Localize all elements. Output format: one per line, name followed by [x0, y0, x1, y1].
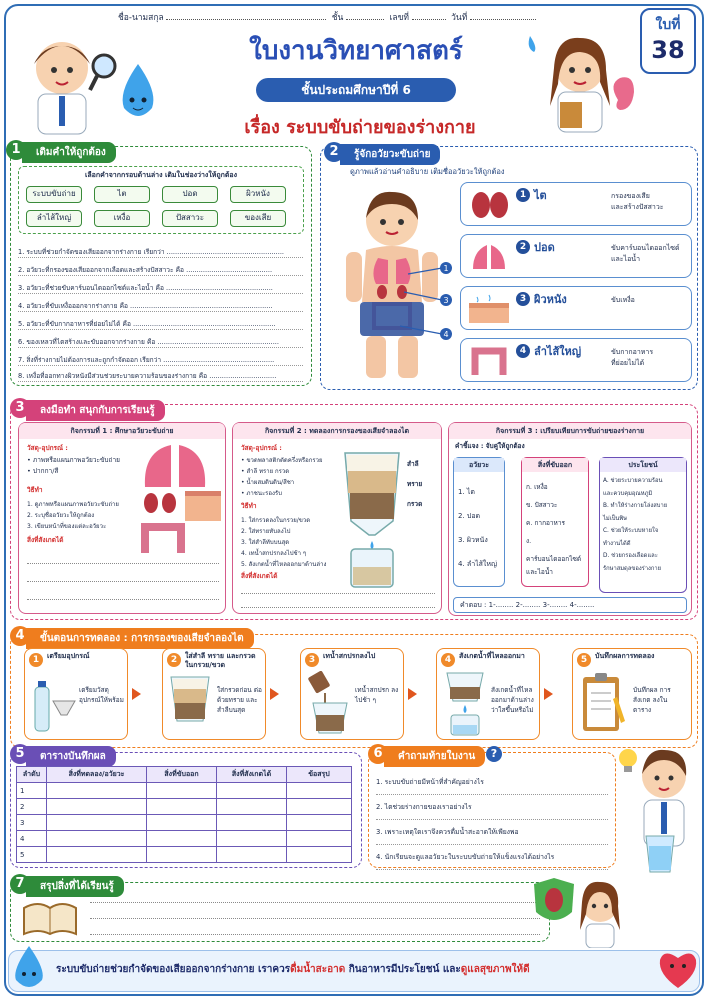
boy-with-water-illustration — [616, 742, 702, 874]
organ-card-kidney — [460, 182, 692, 226]
section-5-title: ตารางบันทึกผล — [26, 746, 116, 767]
skin-icon — [467, 293, 511, 325]
arrow-icon — [132, 688, 141, 700]
kidney-shield-icon — [534, 878, 574, 920]
final-questions — [376, 770, 608, 870]
section-1-title: เติมคำให้ถูกต้อง — [22, 142, 116, 163]
kidney-icon — [467, 189, 511, 221]
organ-column: อวัยวะ 1. ไต 2. ปอด 3. ผิวหนัง 4. ลำไส้ใหญ่ — [453, 457, 505, 587]
organ-card-large-intestine — [460, 338, 692, 382]
observation-label: สิ่งที่สังเกตได้ — [241, 572, 278, 580]
benefit-column: ประโยชน์ A. ช่วยระบายความร้อน และควบคุมอุณหภูมิ B. ทำให้ร่างกายโล่งสบาย ไม่เป็นพิษ C. ช่วยให้ระบบหายใจ ทำงานได้ดี D. ช่วยกรองเลือดและ รักษาสมดุลของร่างกาย — [599, 457, 687, 593]
student-info-line — [118, 10, 536, 24]
word-card[interactable]: ปัสสาวะ — [162, 210, 218, 227]
step-heading: ใส่สำลี ทราย และกรวด ในกรวย/ขวด — [185, 652, 256, 669]
step-description: บันทึกผล การสังเกต ลงในตาราง — [633, 686, 671, 714]
organ-name[interactable]: ผิวหนัง — [534, 293, 567, 306]
activity-2-title: กิจกรรมที่ 2 : ทดลองการกรองของเสียจำลองไต — [233, 423, 441, 439]
materials-label: วัสดุ-อุปกรณ์ : — [241, 444, 282, 452]
filter-layers-icon — [169, 675, 211, 737]
organ-connector-lines — [330, 180, 470, 390]
magnifier-icon — [90, 55, 115, 90]
step-description: เทน้ำสกปรก ลงไปช้า ๆ — [355, 686, 399, 704]
section-2-title: รู้จักอวัยวะขับถ่าย — [340, 144, 440, 165]
activity-1-title: กิจกรรมที่ 1 : ศึกษาอวัยวะขับถ่าย — [19, 423, 225, 439]
section-4-title: ขั้นตอนการทดลอง : การกรองของเสียจำลองไต — [26, 628, 254, 649]
organ-description: ขับเหงื่อ — [611, 296, 635, 304]
pour-water-icon — [307, 671, 353, 737]
organs-illustration — [131, 441, 225, 559]
large-intestine-icon — [467, 345, 511, 377]
organ-description: ขับคาร์บอนไดออกไซด์ และไอน้ำ — [611, 244, 680, 263]
water-glass-icon — [646, 836, 674, 872]
question-line[interactable]: 2. อวัยวะที่กรองของเสียออกจากเลือดและสร้างปัสสาวะ คือ ......................................... — [18, 264, 303, 276]
question-line[interactable]: 3. อวัยวะที่ช่วยขับคาร์บอนไดออกไซด์และไอน้ำ คือ ................................................... — [18, 282, 303, 294]
light-bulb-icon — [619, 749, 637, 772]
materials-label: วัสดุ-อุปกรณ์ : — [27, 444, 68, 452]
table-header-row — [17, 767, 352, 783]
section-3-badge: 3 — [10, 398, 30, 418]
step-1: 1 เตรียมอุปกรณ์ เตรียมวัสดุอุปกรณ์ให้พร้อม — [24, 648, 128, 740]
word-card[interactable]: ผิวหนัง — [230, 186, 286, 203]
observation-label: สิ่งที่สังเกตได้ — [27, 536, 64, 544]
boy-scientist-icon — [34, 42, 90, 134]
sand-label: ทราย — [407, 480, 423, 488]
column-header: สิ่งที่ขับออก — [147, 767, 217, 783]
lungs-icon — [145, 445, 171, 487]
column-header: ข้อสรุป — [287, 767, 352, 783]
section-2-badge: 2 — [324, 142, 344, 162]
section-3-title: ลงมือทำ สนุกกับการเรียนรู้ — [26, 400, 165, 421]
question-line[interactable]: 7. สิ่งที่ร่างกายไม่ต้องการและถูกกำจัดออก เรียกว่า ..................................................... — [18, 354, 303, 366]
question-line[interactable]: 2. ไตช่วยร่างกายของเราอย่างไร — [376, 795, 608, 820]
question-line[interactable]: 5. อวัยวะที่ขับกากอาหารที่ย่อยไม่ได้ คือ .................................................................... — [18, 318, 303, 330]
section-6-badge: 6 — [368, 744, 388, 764]
clipboard-icon — [579, 671, 629, 737]
observe-filter-icon — [443, 671, 487, 737]
grade-pill: ชั้นประถมศึกษาปีที่ 6 — [256, 78, 456, 102]
date-label: วันที่ — [451, 13, 468, 23]
water-drop-mascot-icon — [123, 64, 154, 116]
svg-text:3: 3 — [443, 296, 449, 305]
step-2: 2 ใส่สำลี ทราย และกรวด ในกรวย/ขวด ใส่กรวดก่อน ต่อด้วยทราย และสำลีบนสุด — [162, 648, 266, 740]
summary-line[interactable] — [90, 918, 540, 919]
table-row: 2 — [17, 799, 352, 815]
column-header: สิ่งที่ทดลอง/อวัยวะ — [47, 767, 147, 783]
water-drop-icon — [371, 541, 374, 549]
organ-name[interactable]: ลำไส้ใหญ่ — [534, 345, 582, 358]
name-field[interactable] — [166, 19, 326, 20]
step-4: 4 สังเกตน้ำที่ไหลออกมา สังเกตน้ำที่ไหล ออกมาด้านล่าง ว่าใสขึ้นหรือไม่ — [436, 648, 540, 740]
footer-message: ระบบขับถ่ายช่วยกำจัดของเสียออกจากร่างกาย เราควรดื่มน้ำสะอาด กินอาหารมีประโยชน์ และดูแลสุขภาพให้ดี — [56, 964, 530, 975]
activity-3-instruction: คำชี้แจง : จับคู่ให้ถูกต้อง — [455, 442, 525, 450]
organ-number: 4 — [516, 344, 530, 358]
section-1-badge: 1 — [6, 140, 26, 160]
sand-layer — [348, 471, 396, 493]
organ-card-lungs — [460, 234, 692, 278]
activity-1-card — [18, 422, 226, 614]
open-book-icon — [22, 900, 78, 938]
number-field[interactable] — [412, 19, 446, 20]
question-line[interactable]: 8. เหงื่อที่ออกทางผิวหนังมีส่วนช่วยระบายความร้อนของร่างกาย คือ ................................ — [18, 370, 303, 382]
section-7-badge: 7 — [10, 874, 30, 894]
question-line[interactable]: 4. อวัยวะที่ขับเหงื่อออกจากร่างกาย คือ .................................................................... — [18, 300, 303, 312]
organ-description: กรองของเสีย และสร้างปัสสาวะ — [611, 192, 664, 211]
step-description: ใส่กรวดก่อน ต่อด้วยทราย และสำลีบนสุด — [217, 686, 262, 714]
organ-card-skin — [460, 286, 692, 330]
summary-line[interactable] — [90, 934, 540, 935]
arrow-icon — [544, 688, 553, 700]
header-left-illustration — [12, 20, 162, 140]
cotton-layer — [347, 455, 397, 471]
method-label: วิธีทำ — [27, 486, 43, 494]
name-label: ชื่อ-นามสกุล — [118, 13, 164, 23]
step-3: 3 เทน้ำสกปรกลงไป เทน้ำสกปรก ลงไปช้า ๆ — [300, 648, 404, 740]
heart-mascot-icon — [656, 944, 700, 992]
column-header: ลำดับ — [17, 767, 47, 783]
materials-list: • ภาพหรือแผนภาพอวัยวะขับถ่าย • ปากกา/สี — [27, 456, 120, 475]
topic-title: เรื่อง ระบบขับถ่ายของร่างกาย — [244, 117, 476, 138]
results-table — [16, 766, 352, 863]
arrow-icon — [270, 688, 279, 700]
section-4-badge: 4 — [10, 626, 30, 646]
lungs-icon — [467, 241, 511, 273]
step-heading: เทน้ำสกปรกลงไป — [323, 652, 376, 660]
word-card[interactable]: เหงื่อ — [94, 210, 150, 227]
excreted-column: สิ่งที่ขับออก ก. เหงื่อ ข. ปัสสาวะ ค. กากอาหาร ง. คาร์บอนไดออกไซด์ และไอน้ำ — [521, 457, 589, 587]
section-5-badge: 5 — [10, 744, 30, 764]
word-card[interactable]: ไต — [94, 186, 150, 203]
word-card[interactable]: ปอด — [162, 186, 218, 203]
sheet-number: 38 — [651, 36, 685, 64]
word-card[interactable]: ลำไส้ใหญ่ — [26, 210, 82, 227]
worksheet-title: ใบงานวิทยาศาสตร์ — [249, 36, 463, 66]
question-mark-icon: ? — [486, 746, 502, 762]
organ-name[interactable]: ไต — [534, 189, 547, 202]
water-drop-mascot-icon — [12, 944, 46, 992]
table-row: 1 — [17, 783, 352, 799]
kidney-mascot-icon — [613, 77, 634, 110]
activity-3-title: กิจกรรมที่ 3 : เปรียบเทียบการขับถ่ายของร่างกาย — [449, 423, 691, 439]
answer-line[interactable]: คำตอบ : 1-........ 2-........ 3-........ 4-........ — [453, 597, 687, 613]
activity-2-card — [232, 422, 442, 614]
step-heading: เตรียมอุปกรณ์ — [47, 652, 90, 660]
gravel-label: กรวด — [407, 500, 423, 508]
step-heading: สังเกตน้ำที่ไหลออกมา — [459, 652, 525, 660]
date-field[interactable] — [470, 19, 536, 20]
question-line[interactable]: 3. เพราะเหตุใดเราจึงควรดื่มน้ำสะอาดให้เพียงพอ — [376, 820, 608, 845]
question-line[interactable]: 6. ของเหลวที่ไตสร้างและขับออกจากร่างกาย คือ .......................................................... — [18, 336, 303, 348]
organ-number: 1 — [516, 188, 530, 202]
method-list: 1. ใส่กรวดลงในกรวย/ขวด 2. ใส่ทรายทับลงไป 3. ใส่สำลีทับบนสุด 4. เทน้ำสกปรกลงไปช้า ๆ 5. สังเกตน้ำที่ไหลออกมาด้านล่าง — [241, 517, 327, 568]
activity-3-card — [448, 422, 692, 616]
step-description: เตรียมวัสดุอุปกรณ์ให้พร้อม — [79, 686, 124, 704]
header-right-illustration — [520, 22, 638, 140]
girl-scientist-icon — [550, 38, 610, 132]
column-header: สิ่งที่สังเกตได้ — [217, 767, 287, 783]
equipment-icon — [31, 671, 79, 737]
step-description: สังเกตน้ำที่ไหล ออกมาด้านล่าง ว่าใสขึ้นหรือไม่ — [491, 686, 534, 714]
word-card[interactable]: ของเสีย — [230, 210, 286, 227]
step-heading: บันทึกผลการทดลอง — [595, 652, 655, 660]
table-row: 5 — [17, 847, 352, 863]
kidney-icon — [144, 493, 158, 513]
table-row: 3 — [17, 815, 352, 831]
gravel-layer — [350, 493, 394, 519]
summary-line[interactable] — [90, 902, 540, 903]
filter-bottle-illustration — [341, 449, 403, 589]
organ-description: ขับกากอาหาร ที่ย่อยไม่ได้ — [611, 348, 654, 367]
svg-text:1: 1 — [443, 264, 449, 273]
word-bank-instruction: เลือกคำจากกรอบด้านล่าง เติมในช่องว่างให้ถูกต้อง — [84, 171, 238, 179]
sheet-number-box — [640, 8, 696, 74]
cotton-label: สำลี — [407, 460, 419, 468]
question-line[interactable]: 4. นักเรียนจะดูแลอวัยวะในระบบขับถ่ายให้แข็งแรงได้อย่างไร — [376, 845, 608, 870]
section-6-title: คำถามท้ายใบงาน — [384, 746, 485, 767]
question-line[interactable]: 1. ระบบที่ช่วยกำจัดของเสียออกจากร่างกาย เรียกว่า ........................................................ — [18, 246, 303, 258]
step-5: 5 บันทึกผลการทดลอง บันทึกผล การสังเกต ลงในตาราง — [572, 648, 692, 740]
materials-list: • ขวดพลาสติกตัดครึ่งหรือกรวย • สำลี ทราย กรวด • น้ำผสมดินดิน/สีชา • ภาชนะรองรับ — [241, 457, 323, 497]
class-field[interactable] — [346, 19, 384, 20]
class-label: ชั้น — [331, 13, 344, 23]
skin-icon — [185, 495, 221, 521]
organ-name[interactable]: ปอด — [534, 241, 555, 254]
word-card[interactable]: ระบบขับถ่าย — [26, 186, 82, 203]
number-label: เลขที่ — [389, 13, 410, 23]
large-intestine-icon — [145, 527, 181, 553]
arrow-icon — [408, 688, 417, 700]
organ-number: 3 — [516, 292, 530, 306]
question-line[interactable]: 1. ระบบขับถ่ายมีหน้าที่สำคัญอย่างไร — [376, 770, 608, 795]
table-row: 4 — [17, 831, 352, 847]
girl-with-kidney-illustration — [526, 872, 626, 948]
sheet-label: ใบที่ — [655, 17, 681, 33]
section-7-title: สรุปสิ่งที่ได้เรียนรู้ — [26, 876, 124, 897]
svg-text:4: 4 — [443, 330, 449, 339]
method-label: วิธีทำ — [241, 502, 257, 510]
water-drop-icon — [529, 36, 536, 52]
organ-number: 2 — [516, 240, 530, 254]
section-2-instruction: ดูภาพแล้วอ่านคำอธิบาย เติมชื่ออวัยวะให้ถูกต้อง — [350, 167, 505, 176]
method-list: 1. ดูภาพหรือแผนภาพอวัยวะขับถ่าย 2. ระบุชื่ออวัยวะให้ถูกต้อง 3. เขียนหน้าที่ของแต่ละอวัยวะ — [27, 501, 119, 530]
